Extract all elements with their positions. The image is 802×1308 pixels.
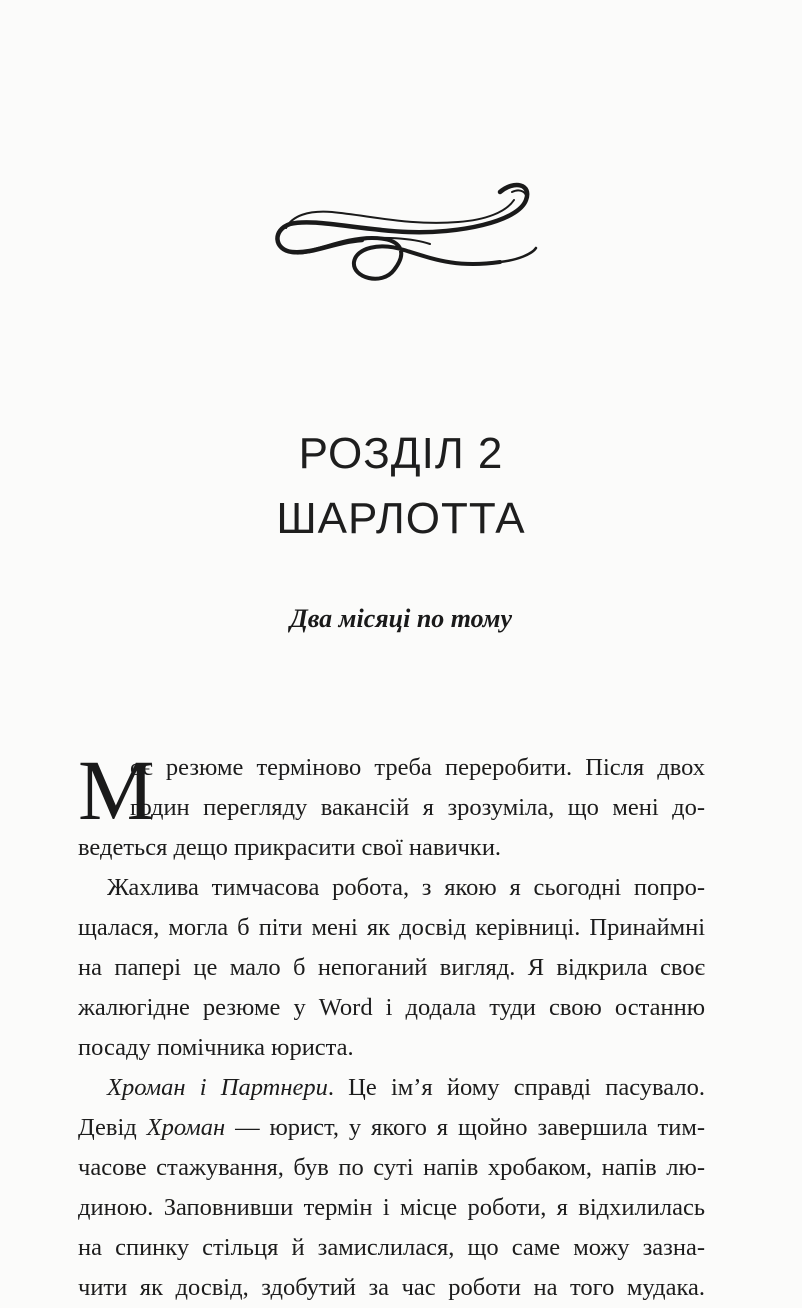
text-line: Жахлива тимчасова робота, з якою я сьогодні попро- [107,874,705,901]
text-line: чити як досвід, здобутий за час роботи на того мудака. [78,1274,705,1301]
firm-name: Хроман і Партнери [107,1074,328,1101]
text-fragment: . Це ім’я йому справді пасувало. [327,1074,705,1101]
text-line: посаду помічника юриста. [78,1034,354,1061]
text-line: ведеться дещо прикрасити свої навички. [78,834,502,861]
text-line: жалюгідне резюме у Word і додала туди свою останню [78,994,705,1021]
chapter-title: ШАРЛОТТА [276,494,526,543]
text-line: на папері це мало б непоганий вигляд. Я відкрила своє [78,954,705,981]
text-line [78,1068,705,1108]
drop-cap: М [78,742,155,838]
surname: Хроман [146,1114,226,1141]
text-line: щалася, могла б піти мені як досвід керівниці. Принаймні [78,914,705,941]
text-line: диною. Заповнивши термін і місце роботи, я відхилилась [78,1194,705,1221]
text-line [78,1108,705,1148]
text-line: часове стажування, був по суті напів хробаком, напів лю- [78,1154,705,1181]
text-fragment: Девід [78,1114,147,1141]
flourish-ornament-icon [262,178,540,290]
text-line: оє резюме терміново треба переробити. Після двох [130,754,705,781]
chapter-number: РОЗДІЛ 2 [298,429,504,478]
text-line: годин перегляду вакансій я зрозуміла, що мені до- [130,794,705,821]
chapter-subtitle: Два місяці по тому [289,604,513,633]
chapter-body [78,742,705,1308]
text-line: на спинку стільця й замислилася, що саме можу зазна- [78,1234,705,1261]
text-fragment: — юрист, у якого я щойно завершила тим- [225,1114,705,1141]
